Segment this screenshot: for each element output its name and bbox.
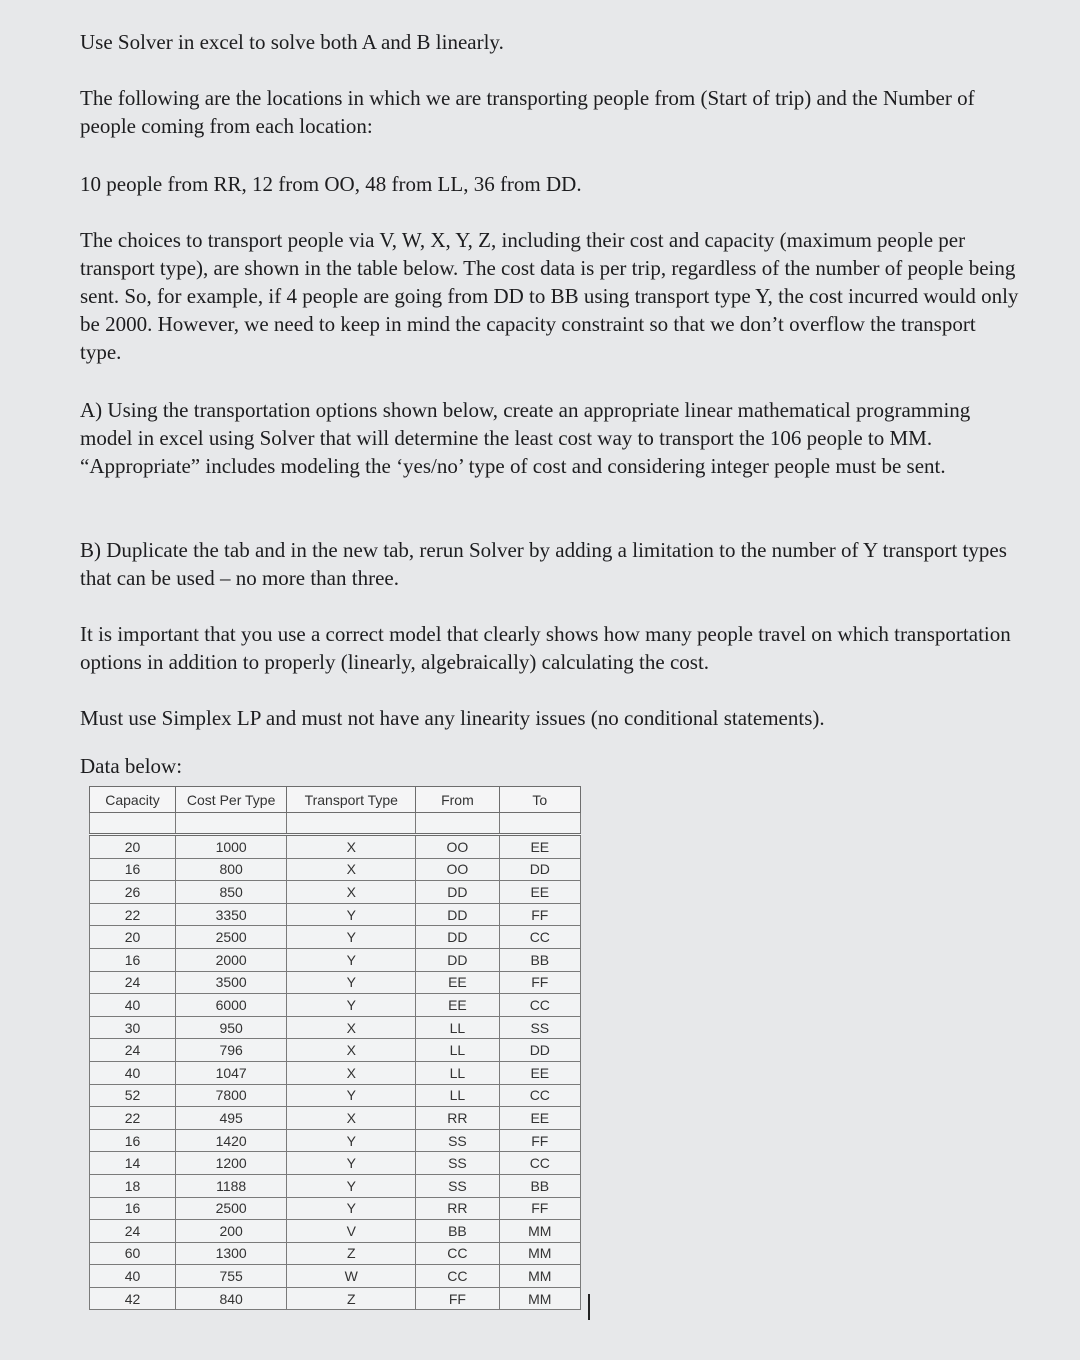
cell-transport-type: X <box>287 1061 416 1084</box>
table-row <box>90 835 581 859</box>
cell-transport-type: X <box>287 1039 416 1062</box>
table-row <box>90 1287 581 1310</box>
cell-from: DD <box>416 903 499 926</box>
cell-cost: 755 <box>175 1265 286 1288</box>
instruction-line: Use Solver in excel to solve both A and B linearly. <box>80 30 504 54</box>
cell-transport-type: Y <box>287 926 416 949</box>
cell-capacity: 18 <box>90 1174 176 1197</box>
cell-from: RR <box>416 1107 499 1130</box>
cell-transport-type: V <box>287 1220 416 1243</box>
cell-capacity: 16 <box>90 858 176 881</box>
cell-capacity: 22 <box>90 1107 176 1130</box>
table-row <box>90 1107 581 1130</box>
table-spacer-row <box>90 813 581 835</box>
cell-to: DD <box>499 1039 580 1062</box>
cell-from: RR <box>416 1197 499 1220</box>
cell-to: FF <box>499 1129 580 1152</box>
cell-transport-type: Y <box>287 948 416 971</box>
cell-capacity: 20 <box>90 926 176 949</box>
cell-transport-type: Y <box>287 971 416 994</box>
cell-capacity: 16 <box>90 1197 176 1220</box>
cell-from: EE <box>416 994 499 1017</box>
cell-capacity: 22 <box>90 903 176 926</box>
cell-capacity: 20 <box>90 835 176 859</box>
cell-capacity: 16 <box>90 1129 176 1152</box>
cell-capacity: 14 <box>90 1152 176 1175</box>
cell-cost: 6000 <box>175 994 286 1017</box>
cell-to: CC <box>499 1084 580 1107</box>
cell-capacity: 24 <box>90 1039 176 1062</box>
table-header-row <box>90 787 581 813</box>
cell-cost: 1420 <box>175 1129 286 1152</box>
cell-cost: 796 <box>175 1039 286 1062</box>
table-row <box>90 1039 581 1062</box>
cell-from: DD <box>416 881 499 904</box>
cell-cost: 7800 <box>175 1084 286 1107</box>
cell-transport-type: X <box>287 858 416 881</box>
people-counts-line: 10 people from RR, 12 from OO, 48 from LL, 36 from DD. <box>80 172 582 196</box>
cell-to: MM <box>499 1220 580 1243</box>
cell-to: FF <box>499 1197 580 1220</box>
cell-capacity: 42 <box>90 1287 176 1310</box>
cell-to: DD <box>499 858 580 881</box>
cell-from: OO <box>416 858 499 881</box>
cell-cost: 1200 <box>175 1152 286 1175</box>
cell-transport-type: X <box>287 881 416 904</box>
cell-from: LL <box>416 1039 499 1062</box>
cell-from: CC <box>416 1265 499 1288</box>
cell-cost: 850 <box>175 881 286 904</box>
header-to: To <box>499 787 580 813</box>
table-row <box>90 858 581 881</box>
locations-paragraph: The following are the locations in which we are transporting people from (Start of trip) and the Number of people coming from each location: <box>80 86 975 138</box>
cell-capacity: 60 <box>90 1242 176 1265</box>
cell-from: DD <box>416 926 499 949</box>
cell-from: OO <box>416 835 499 859</box>
cell-transport-type: Z <box>287 1242 416 1265</box>
table-row <box>90 881 581 904</box>
cell-transport-type: X <box>287 1016 416 1039</box>
cell-cost: 3500 <box>175 971 286 994</box>
cell-cost: 1188 <box>175 1174 286 1197</box>
cell-to: SS <box>499 1016 580 1039</box>
data-below-label: Data below: <box>80 754 183 778</box>
cell-from: FF <box>416 1287 499 1310</box>
cell-to: BB <box>499 948 580 971</box>
cell-to: CC <box>499 994 580 1017</box>
cell-capacity: 40 <box>90 994 176 1017</box>
cell-capacity: 16 <box>90 948 176 971</box>
cell-to: MM <box>499 1287 580 1310</box>
cell-from: SS <box>416 1129 499 1152</box>
cell-from: SS <box>416 1152 499 1175</box>
cell-from: LL <box>416 1084 499 1107</box>
cell-to: EE <box>499 1107 580 1130</box>
cell-transport-type: Y <box>287 1174 416 1197</box>
cell-cost: 800 <box>175 858 286 881</box>
cell-cost: 1000 <box>175 835 286 859</box>
cell-to: MM <box>499 1265 580 1288</box>
header-transport-type: Transport Type <box>287 787 416 813</box>
cell-capacity: 40 <box>90 1265 176 1288</box>
cell-transport-type: W <box>287 1265 416 1288</box>
header-cost-per-type: Cost Per Type <box>175 787 286 813</box>
cell-capacity: 40 <box>90 1061 176 1084</box>
cell-transport-type: Y <box>287 903 416 926</box>
table-row <box>90 948 581 971</box>
cell-transport-type: X <box>287 1107 416 1130</box>
cell-transport-type: Y <box>287 1129 416 1152</box>
table-row <box>90 926 581 949</box>
cell-from: LL <box>416 1061 499 1084</box>
cell-cost: 2000 <box>175 948 286 971</box>
cell-to: EE <box>499 1061 580 1084</box>
cell-to: FF <box>499 971 580 994</box>
transport-choices-paragraph: The choices to transport people via V, W, X, Y, Z, including their cost and capacity (maximum people per transport type), are shown in the table below. The cost data is per trip, regardless of the number of people being sent. So, for example, if 4 people are going from DD to BB using transport type Y, the cost incurred would only be 2000. However, we need to keep in mind the capacity constraint so that we don’t overflow the transport type. <box>80 228 1019 364</box>
cell-to: CC <box>499 926 580 949</box>
importance-paragraph: It is important that you use a correct model that clearly shows how many people travel on which transportation options in addition to properly (linearly, algebraically) calculating the cost. <box>80 622 1011 674</box>
cell-cost: 2500 <box>175 926 286 949</box>
table-row <box>90 1016 581 1039</box>
cell-cost: 2500 <box>175 1197 286 1220</box>
cell-to: CC <box>499 1152 580 1175</box>
cell-transport-type: Y <box>287 1197 416 1220</box>
cell-cost: 1047 <box>175 1061 286 1084</box>
part-b-paragraph: B) Duplicate the tab and in the new tab, rerun Solver by adding a limitation to the number of Y transport types that can be used – no more than three. <box>80 538 1007 590</box>
cell-transport-type: Z <box>287 1287 416 1310</box>
table-row <box>90 1129 581 1152</box>
cell-to: FF <box>499 903 580 926</box>
cell-cost: 950 <box>175 1016 286 1039</box>
header-from: From <box>416 787 499 813</box>
cell-transport-type: Y <box>287 994 416 1017</box>
table-row <box>90 1242 581 1265</box>
cell-cost: 840 <box>175 1287 286 1310</box>
table-body <box>90 813 581 1310</box>
cell-capacity: 26 <box>90 881 176 904</box>
cell-to: MM <box>499 1242 580 1265</box>
cell-from: LL <box>416 1016 499 1039</box>
cell-from: SS <box>416 1174 499 1197</box>
cell-transport-type: X <box>287 835 416 859</box>
cell-capacity: 24 <box>90 971 176 994</box>
cell-transport-type: Y <box>287 1152 416 1175</box>
table-row <box>90 994 581 1017</box>
table-row <box>90 1197 581 1220</box>
cell-to: EE <box>499 881 580 904</box>
text-cursor <box>588 1294 590 1320</box>
cell-cost: 3350 <box>175 903 286 926</box>
cell-from: BB <box>416 1220 499 1243</box>
cell-transport-type: Y <box>287 1084 416 1107</box>
table-row <box>90 1174 581 1197</box>
transport-data-table <box>89 786 581 1310</box>
table-row <box>90 1061 581 1084</box>
cell-capacity: 30 <box>90 1016 176 1039</box>
cell-from: CC <box>416 1242 499 1265</box>
table-row <box>90 1220 581 1243</box>
part-a-paragraph: A) Using the transportation options shown below, create an appropriate linear mathematical programming model in excel using Solver that will determine the least cost way to transport the 106 people to MM. “Appropriate” includes modeling the ‘yes/no’ type of cost and considering integer people must be sent. <box>80 398 971 478</box>
cell-to: EE <box>499 835 580 859</box>
cell-from: DD <box>416 948 499 971</box>
simplex-requirement-line: Must use Simplex LP and must not have any linearity issues (no conditional statements). <box>80 706 825 730</box>
table-row <box>90 903 581 926</box>
cell-capacity: 52 <box>90 1084 176 1107</box>
table-row <box>90 1152 581 1175</box>
cell-from: EE <box>416 971 499 994</box>
cell-cost: 495 <box>175 1107 286 1130</box>
cell-to: BB <box>499 1174 580 1197</box>
table-row <box>90 971 581 994</box>
cell-cost: 1300 <box>175 1242 286 1265</box>
header-capacity: Capacity <box>90 787 176 813</box>
table-row <box>90 1084 581 1107</box>
cell-capacity: 24 <box>90 1220 176 1243</box>
cell-cost: 200 <box>175 1220 286 1243</box>
table-row <box>90 1265 581 1288</box>
